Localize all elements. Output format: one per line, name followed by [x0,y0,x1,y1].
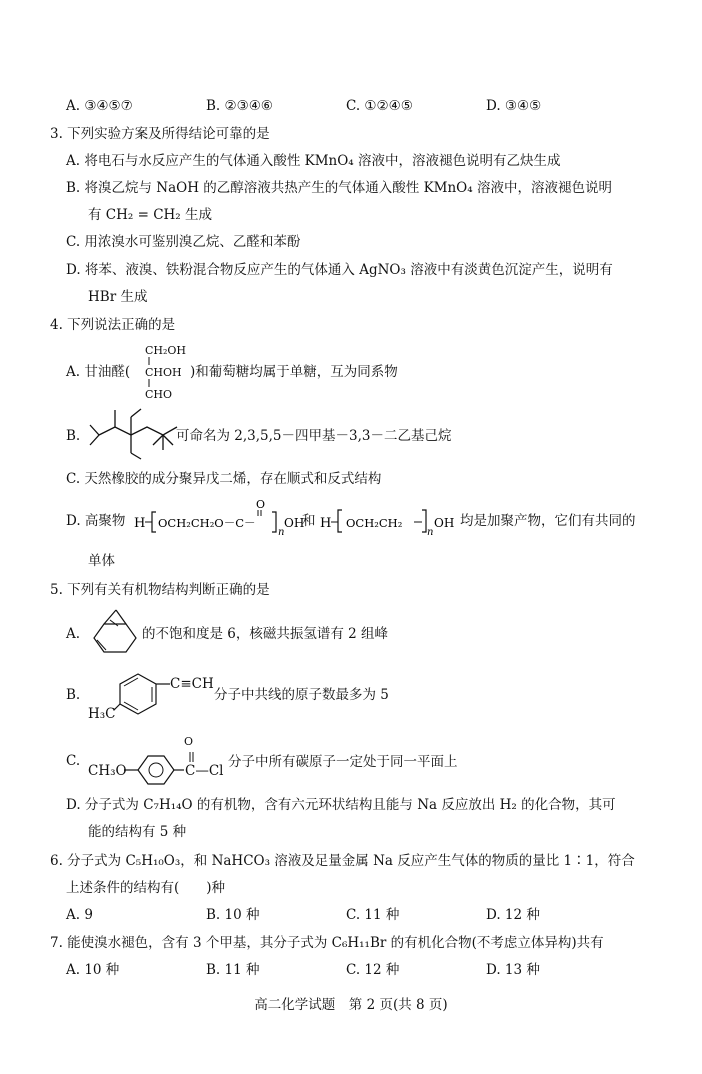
q4-d-polymer-1 [132,496,305,538]
q4-option-b-text: 可命名为 2,3,5,5－四甲基－3,3－二乙基己烷 [176,428,452,444]
q4-option-c: C. 天然橡胶的成分聚异戊二烯，存在顺式和反式结构 [66,471,382,487]
q5-a-bicyclic-structure [88,606,144,656]
q4-d-polymer-2 [318,500,456,536]
page-footer: 高二化学试题 第 2 页(共 8 页) [254,997,448,1013]
q4-a-struct-bottom: CHO [145,388,173,401]
q4-option-a-suffix: )和葡萄糖均属于单糖，互为同系物 [190,364,398,380]
q5-option-c-text: 分子中所有碳原子一定处于同一平面上 [228,754,458,770]
q4-a-struct-mid: CHOH [145,366,182,379]
svg-text:OH: OH [434,516,455,530]
q6-option-a: A. 9 [66,907,93,923]
q7-option-c: C. 12 种 [346,962,400,978]
q3-option-c: C. 用浓溴水可鉴别溴乙烷、乙醛和苯酚 [66,234,301,250]
q5-option-d-line1: D. 分子式为 C₇H₁₄O 的有机物，含有六元环状结构且能与 Na 反应放出 H₂ 的化合物，其可 [66,797,616,813]
q2-option-d: D. ③④⑤ [486,98,542,114]
q3-option-d-line2: HBr 生成 [88,289,148,305]
q5-stem: 5. 下列有关有机物结构判断正确的是 [50,582,270,598]
q7-option-b: B. 11 种 [206,962,260,978]
q3-stem: 3. 下列实验方案及所得结论可靠的是 [50,126,270,142]
q5-option-a-text: 的不饱和度是 6，核磁共振氢谱有 2 组峰 [142,626,389,642]
q5-option-a-prefix: A. [66,626,81,642]
q6-option-c: C. 11 种 [346,907,400,923]
q4-option-a-prefix: A. 甘油醛( [66,364,131,380]
q2-option-b: B. ②③④⑥ [206,98,273,114]
q5-option-c-prefix: C. [66,753,81,769]
q3-option-d-line1: D. 将苯、液溴、铁粉混合物反应产生的气体通入 AgNO₃ 溶液中有淡黄色沉淀产生，说明有 [66,262,613,278]
q5-c-methoxy-group: CH₃O [88,763,127,779]
q4-a-struct-top: CH₂OH [145,344,187,357]
q6-option-d: D. 12 种 [486,907,540,923]
q4-option-b-prefix: B. [66,428,81,444]
q3-option-a: A. 将电石与水反应产生的气体通入酸性 KMnO₄ 溶液中，溶液褪色说明有乙炔生成 [66,153,561,169]
svg-text:OCH₂CH₂O－C－: OCH₂CH₂O－C－ [158,516,256,530]
q5-c-carbonyl-oxygen: O [184,735,194,748]
q4-option-d-mid: 和 [302,513,316,529]
q5-b-methyl-group: H₃C [88,706,116,722]
q3-option-b-line1: B. 将溴乙烷与 NaOH 的乙醇溶液共热产生的气体通入酸性 KMnO₄ 溶液中，溶液褪色说明 [66,180,612,196]
q5-b-ethynyl-group: C≡CH [170,676,214,692]
svg-text:H: H [134,516,146,531]
q3-option-b-line2: 有 CH₂ = CH₂ 生成 [88,207,213,223]
q5-option-b-text: 分子中共线的原子数最多为 5 [214,687,389,703]
q7-option-a: A. 10 种 [66,962,120,978]
q7-stem: 7. 能使溴水褪色，含有 3 个甲基，其分子式为 C₆H₁₁Br 的有机化合物(不考虑立体异构)共有 [50,935,604,951]
q2-option-c: C. ①②④⑤ [346,98,413,114]
q4-b-skeletal-structure [85,405,180,460]
svg-text:n: n [427,527,434,538]
q4-option-d-suffix: 均是加聚产物，它们有共同的 [460,513,636,529]
q4-a-struct-bonds [135,355,155,391]
svg-text:OH: OH [284,516,305,530]
q5-option-b-prefix: B. [66,687,81,703]
svg-text:OCH₂CH₂: OCH₂CH₂ [346,516,403,530]
q4-option-d-line2: 单体 [88,553,115,569]
q4-stem: 4. 下列说法正确的是 [50,317,176,333]
q6-stem-line1: 6. 分子式为 C₅H₁₀O₃，和 NaHCO₃ 溶液及足量金属 Na 反应产生气体的物质的量比 1∶1，符合 [50,853,635,869]
q5-c-acyl-chloride: C—Cl [185,763,224,779]
svg-text:H: H [320,516,332,531]
q6-option-b: B. 10 种 [206,907,260,923]
svg-text:O: O [256,498,266,511]
q4-option-d-prefix: D. 高聚物 [66,513,126,529]
q5-option-d-line2: 能的结构有 5 种 [88,824,187,840]
q2-option-a: A. ③④⑤⑦ [66,98,133,114]
q7-option-d: D. 13 种 [486,962,540,978]
q6-stem-line2: 上述条件的结构有( )种 [66,880,226,896]
svg-text:n: n [278,527,285,538]
